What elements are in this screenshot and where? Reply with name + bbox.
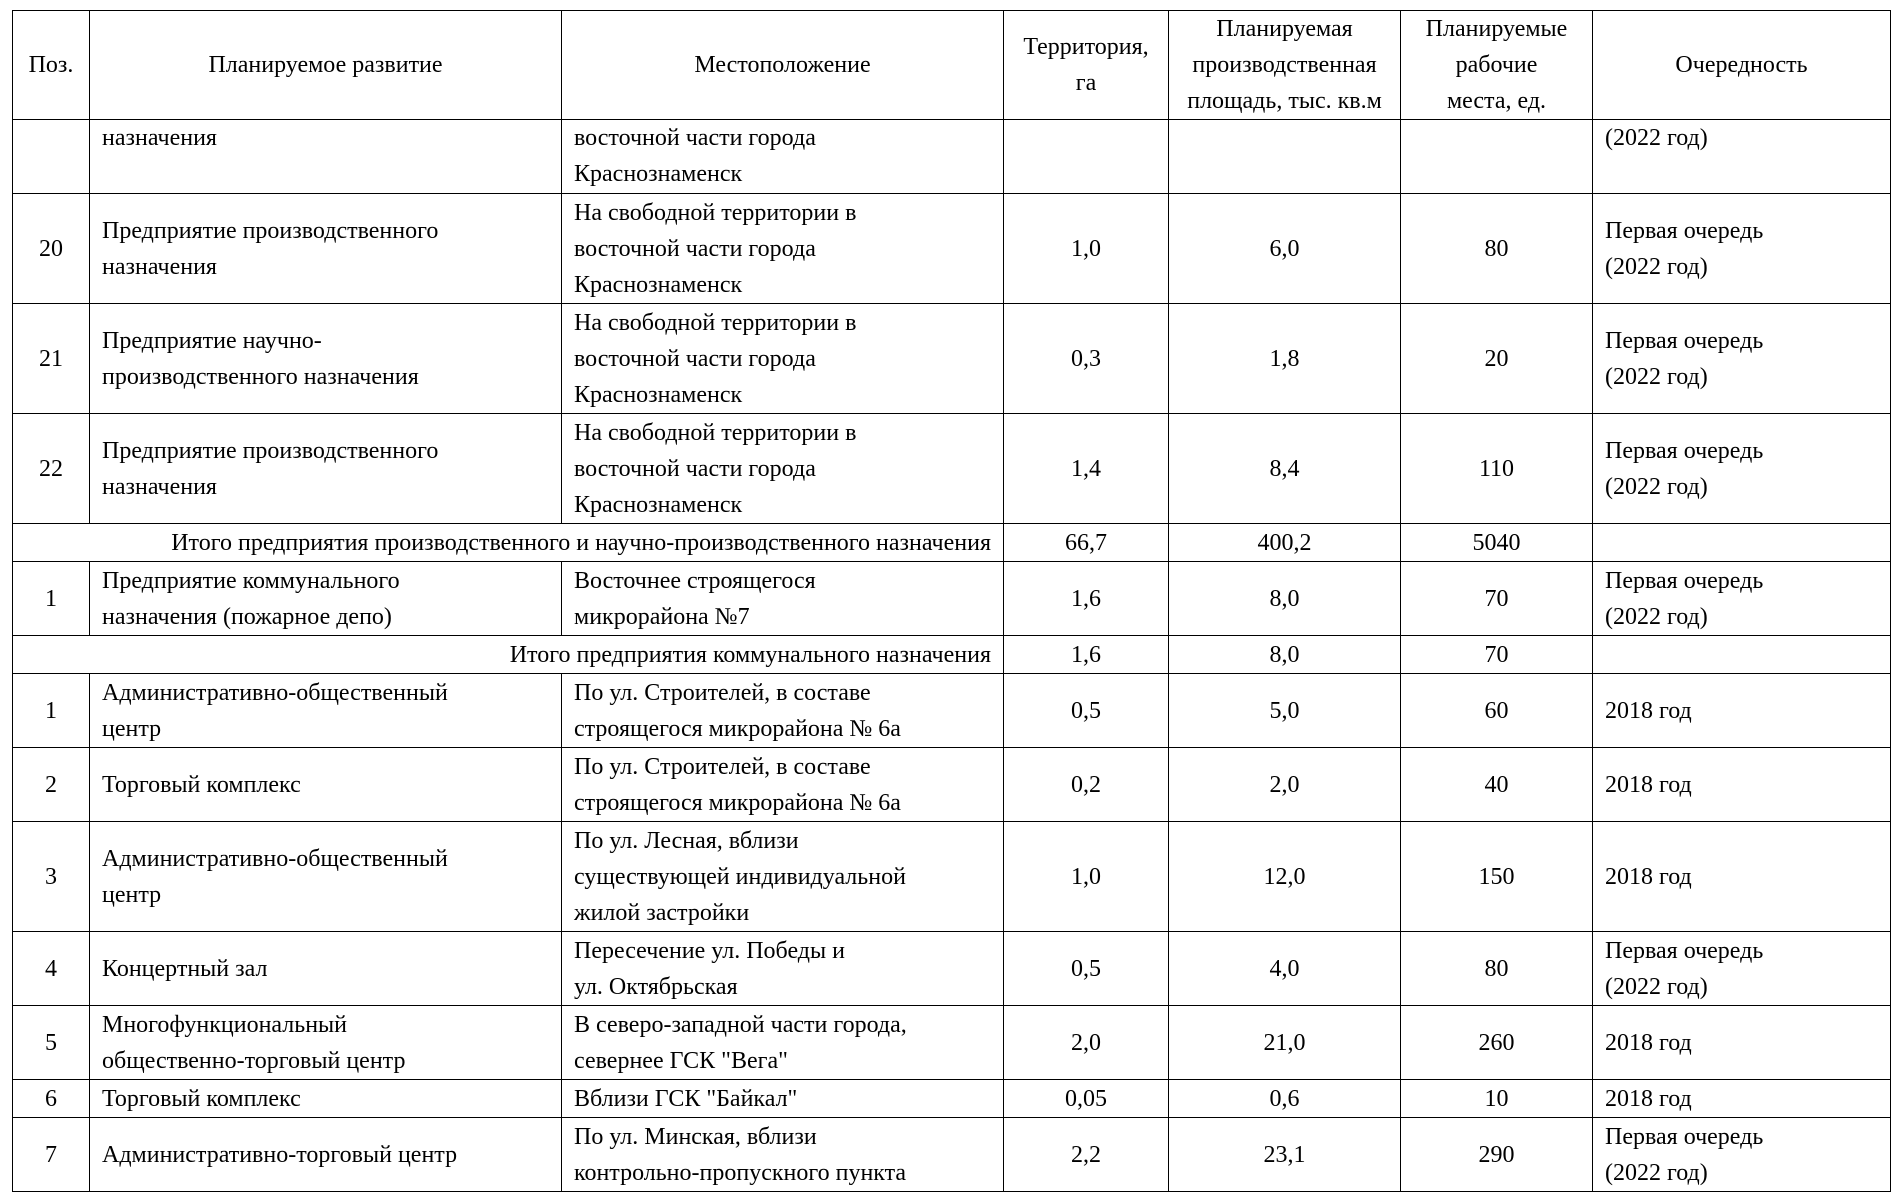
- cell-position: 1: [13, 674, 90, 748]
- cell-stage: [1593, 194, 1891, 304]
- header-development: Планируемое развитие: [90, 11, 562, 120]
- development-line: Предприятие производственного: [102, 217, 439, 244]
- development-line: Торговый комплекс: [102, 771, 301, 798]
- development-line: назначения (пожарное депо): [102, 603, 392, 630]
- cell-stage: [1593, 562, 1891, 636]
- cell-territory: 66,7: [1004, 524, 1169, 562]
- stage-line: 2018 год: [1605, 771, 1692, 798]
- header-territory-line: га: [1075, 70, 1097, 96]
- cell-location: [562, 932, 1004, 1006]
- cell-jobs: 5040: [1401, 524, 1593, 562]
- cell-territory: 1,0: [1004, 822, 1169, 932]
- location-line: Пересечение ул. Победы и: [574, 937, 845, 964]
- cell-development: [90, 822, 562, 932]
- stage-line: Первая очередь: [1605, 217, 1764, 244]
- cell-territory: 0,3: [1004, 304, 1169, 414]
- cell-jobs: 150: [1401, 822, 1593, 932]
- cell-jobs: 70: [1401, 562, 1593, 636]
- cell-territory: 1,6: [1004, 562, 1169, 636]
- development-line: Административно-торговый центр: [102, 1141, 458, 1168]
- cell-development: [90, 120, 562, 194]
- cell-stage: [1593, 932, 1891, 1006]
- table-row: [13, 194, 1891, 304]
- document-sheet: [12, 10, 1891, 1192]
- cell-location: [562, 194, 1004, 304]
- cell-jobs: 60: [1401, 674, 1593, 748]
- cell-stage: [1593, 1118, 1891, 1192]
- cell-jobs: 290: [1401, 1118, 1593, 1192]
- cell-stage: [1593, 636, 1891, 674]
- cell-stage: [1593, 1080, 1891, 1118]
- header-jobs-line: Планируемые: [1425, 16, 1568, 42]
- stage-line: (2022 год): [1605, 473, 1708, 500]
- stage-line: Первая очередь: [1605, 437, 1764, 464]
- stage-line: Первая очередь: [1605, 327, 1764, 354]
- cell-position: [13, 120, 90, 194]
- cell-area: 8,4: [1169, 414, 1401, 524]
- cell-jobs: 10: [1401, 1080, 1593, 1118]
- cell-area: 5,0: [1169, 674, 1401, 748]
- cell-development: [90, 194, 562, 304]
- cell-position: 3: [13, 822, 90, 932]
- cell-position: 2: [13, 748, 90, 822]
- cell-area: 6,0: [1169, 194, 1401, 304]
- cell-stage: [1593, 524, 1891, 562]
- cell-location: [562, 822, 1004, 932]
- development-line: назначения: [102, 473, 217, 500]
- stage-line: 2018 год: [1605, 1029, 1692, 1056]
- cell-territory: 1,0: [1004, 194, 1169, 304]
- header-area: [1169, 11, 1401, 120]
- table-row: [13, 822, 1891, 932]
- location-line: ул. Октябрьская: [574, 973, 738, 1000]
- location-line: восточной части города: [574, 125, 816, 151]
- development-line: общественно-торговый центр: [102, 1047, 406, 1074]
- location-line: жилой застройки: [574, 899, 750, 926]
- development-line: назначения: [102, 253, 217, 280]
- cell-jobs: [1401, 120, 1593, 194]
- cell-area: 2,0: [1169, 748, 1401, 822]
- location-line: Краснознаменск: [574, 271, 743, 298]
- cell-location: [562, 674, 1004, 748]
- header-jobs: [1401, 11, 1593, 120]
- development-line: производственного назначения: [102, 363, 419, 390]
- subtotal-label: Итого предприятия производственного и научно-производственного назначения: [13, 524, 1004, 562]
- cell-jobs: 40: [1401, 748, 1593, 822]
- stage-line: 2018 год: [1605, 697, 1692, 724]
- cell-position: 22: [13, 414, 90, 524]
- header-jobs-line: рабочие: [1455, 52, 1538, 78]
- development-line: Концертный зал: [102, 955, 268, 982]
- header-territory: [1004, 11, 1169, 120]
- location-line: По ул. Минская, вблизи: [574, 1123, 817, 1150]
- stage-line: (2022 год): [1605, 363, 1708, 390]
- location-line: контрольно-пропускного пункта: [574, 1159, 907, 1186]
- cell-position: 6: [13, 1080, 90, 1118]
- cell-territory: [1004, 120, 1169, 194]
- location-line: Краснознаменск: [574, 491, 743, 518]
- stage-line: 2018 год: [1605, 863, 1692, 890]
- stage-line: Первая очередь: [1605, 937, 1764, 964]
- stage-line: (2022 год): [1605, 125, 1708, 151]
- cell-development: [90, 304, 562, 414]
- cell-development: [90, 1080, 562, 1118]
- cell-jobs: 80: [1401, 932, 1593, 1006]
- location-line: По ул. Лесная, вблизи: [574, 827, 799, 854]
- cell-location: [562, 1006, 1004, 1080]
- location-line: восточной части города: [574, 235, 816, 262]
- cell-area: [1169, 120, 1401, 194]
- location-line: Краснознаменск: [574, 381, 743, 408]
- cell-jobs: 110: [1401, 414, 1593, 524]
- cell-territory: 0,2: [1004, 748, 1169, 822]
- cell-area: 400,2: [1169, 524, 1401, 562]
- header-row: [13, 11, 1891, 120]
- location-line: микрорайона №7: [574, 603, 750, 630]
- cell-position: 5: [13, 1006, 90, 1080]
- subtotal-label: Итого предприятия коммунального назначения: [13, 636, 1004, 674]
- location-line: строящегося микрорайона № 6а: [574, 789, 901, 816]
- cell-area: 23,1: [1169, 1118, 1401, 1192]
- cell-area: 12,0: [1169, 822, 1401, 932]
- cell-stage: [1593, 304, 1891, 414]
- cell-jobs: 80: [1401, 194, 1593, 304]
- subtotal-row: [13, 524, 1891, 562]
- cell-area: 8,0: [1169, 636, 1401, 674]
- cell-jobs: 260: [1401, 1006, 1593, 1080]
- location-line: существующей индивидуальной: [574, 863, 906, 890]
- cell-territory: 1,6: [1004, 636, 1169, 674]
- cell-position: 20: [13, 194, 90, 304]
- cell-location: [562, 304, 1004, 414]
- cell-jobs: 70: [1401, 636, 1593, 674]
- development-line: Торговый комплекс: [102, 1085, 301, 1112]
- cell-territory: 0,05: [1004, 1080, 1169, 1118]
- header-area-line: Планируемая: [1216, 16, 1353, 42]
- table-row: [13, 304, 1891, 414]
- table-row: [13, 748, 1891, 822]
- location-line: В северо-западной части города,: [574, 1011, 907, 1038]
- header-jobs-line: места, ед.: [1446, 88, 1547, 114]
- cell-territory: 2,2: [1004, 1118, 1169, 1192]
- development-line: центр: [102, 881, 162, 908]
- cell-position: 7: [13, 1118, 90, 1192]
- stage-line: Первая очередь: [1605, 1123, 1764, 1150]
- cell-stage: [1593, 822, 1891, 932]
- header-territory-line: Территория,: [1023, 34, 1149, 60]
- table-row: [13, 120, 1891, 194]
- table-row: [13, 562, 1891, 636]
- location-line: севернее ГСК "Вега": [574, 1047, 788, 1074]
- cell-location: [562, 1118, 1004, 1192]
- location-line: По ул. Строителей, в составе: [574, 753, 871, 780]
- cell-territory: 0,5: [1004, 674, 1169, 748]
- table-row: [13, 674, 1891, 748]
- cell-jobs: 20: [1401, 304, 1593, 414]
- location-line: восточной части города: [574, 455, 816, 482]
- stage-line: Первая очередь: [1605, 567, 1764, 594]
- header-stage: Очередность: [1593, 11, 1891, 120]
- subtotal-row: [13, 636, 1891, 674]
- cell-area: 8,0: [1169, 562, 1401, 636]
- cell-location: [562, 414, 1004, 524]
- development-plan-table: [12, 10, 1891, 1192]
- stage-line: (2022 год): [1605, 1159, 1708, 1186]
- cell-location: [562, 748, 1004, 822]
- stage-line: (2022 год): [1605, 253, 1708, 280]
- cell-position: 21: [13, 304, 90, 414]
- cell-territory: 2,0: [1004, 1006, 1169, 1080]
- table-row: [13, 1080, 1891, 1118]
- table-row: [13, 932, 1891, 1006]
- location-line: Восточнее строящегося: [574, 567, 816, 594]
- development-line: центр: [102, 715, 162, 742]
- table-row: [13, 1006, 1891, 1080]
- stage-line: (2022 год): [1605, 603, 1708, 630]
- cell-location: [562, 562, 1004, 636]
- cell-location: [562, 1080, 1004, 1118]
- stage-line: (2022 год): [1605, 973, 1708, 1000]
- location-line: На свободной территории в: [574, 199, 857, 226]
- cell-stage: [1593, 674, 1891, 748]
- location-line: Краснознаменск: [574, 161, 743, 187]
- location-line: На свободной территории в: [574, 309, 857, 336]
- development-line: назначения: [102, 125, 217, 151]
- table-body: [13, 120, 1891, 1192]
- header-area-line: площадь, тыс. кв.м: [1187, 88, 1382, 114]
- development-line: Предприятие научно-: [102, 327, 322, 354]
- cell-development: [90, 748, 562, 822]
- cell-development: [90, 1118, 562, 1192]
- table-row: [13, 1118, 1891, 1192]
- cell-development: [90, 674, 562, 748]
- header-location: Местоположение: [562, 11, 1004, 120]
- cell-territory: 0,5: [1004, 932, 1169, 1006]
- cell-stage: [1593, 414, 1891, 524]
- header-area-line: производственная: [1192, 52, 1377, 78]
- cell-stage: [1593, 120, 1891, 194]
- location-line: Вблизи ГСК "Байкал": [574, 1085, 798, 1112]
- development-line: Предприятие производственного: [102, 437, 439, 464]
- development-line: Предприятие коммунального: [102, 567, 400, 594]
- cell-location: [562, 120, 1004, 194]
- cell-area: 4,0: [1169, 932, 1401, 1006]
- development-line: Административно-общественный: [102, 679, 448, 706]
- cell-territory: 1,4: [1004, 414, 1169, 524]
- cell-development: [90, 1006, 562, 1080]
- development-line: Административно-общественный: [102, 845, 448, 872]
- cell-area: 21,0: [1169, 1006, 1401, 1080]
- location-line: строящегося микрорайона № 6а: [574, 715, 901, 742]
- cell-position: 4: [13, 932, 90, 1006]
- cell-position: 1: [13, 562, 90, 636]
- location-line: По ул. Строителей, в составе: [574, 679, 871, 706]
- cell-development: [90, 562, 562, 636]
- cell-area: 1,8: [1169, 304, 1401, 414]
- cell-stage: [1593, 1006, 1891, 1080]
- cell-development: [90, 932, 562, 1006]
- header-pos: Поз.: [13, 11, 90, 120]
- location-line: На свободной территории в: [574, 419, 857, 446]
- location-line: восточной части города: [574, 345, 816, 372]
- table-row: [13, 414, 1891, 524]
- cell-development: [90, 414, 562, 524]
- cell-area: 0,6: [1169, 1080, 1401, 1118]
- development-line: Многофункциональный: [102, 1011, 348, 1038]
- stage-line: 2018 год: [1605, 1085, 1692, 1112]
- cell-stage: [1593, 748, 1891, 822]
